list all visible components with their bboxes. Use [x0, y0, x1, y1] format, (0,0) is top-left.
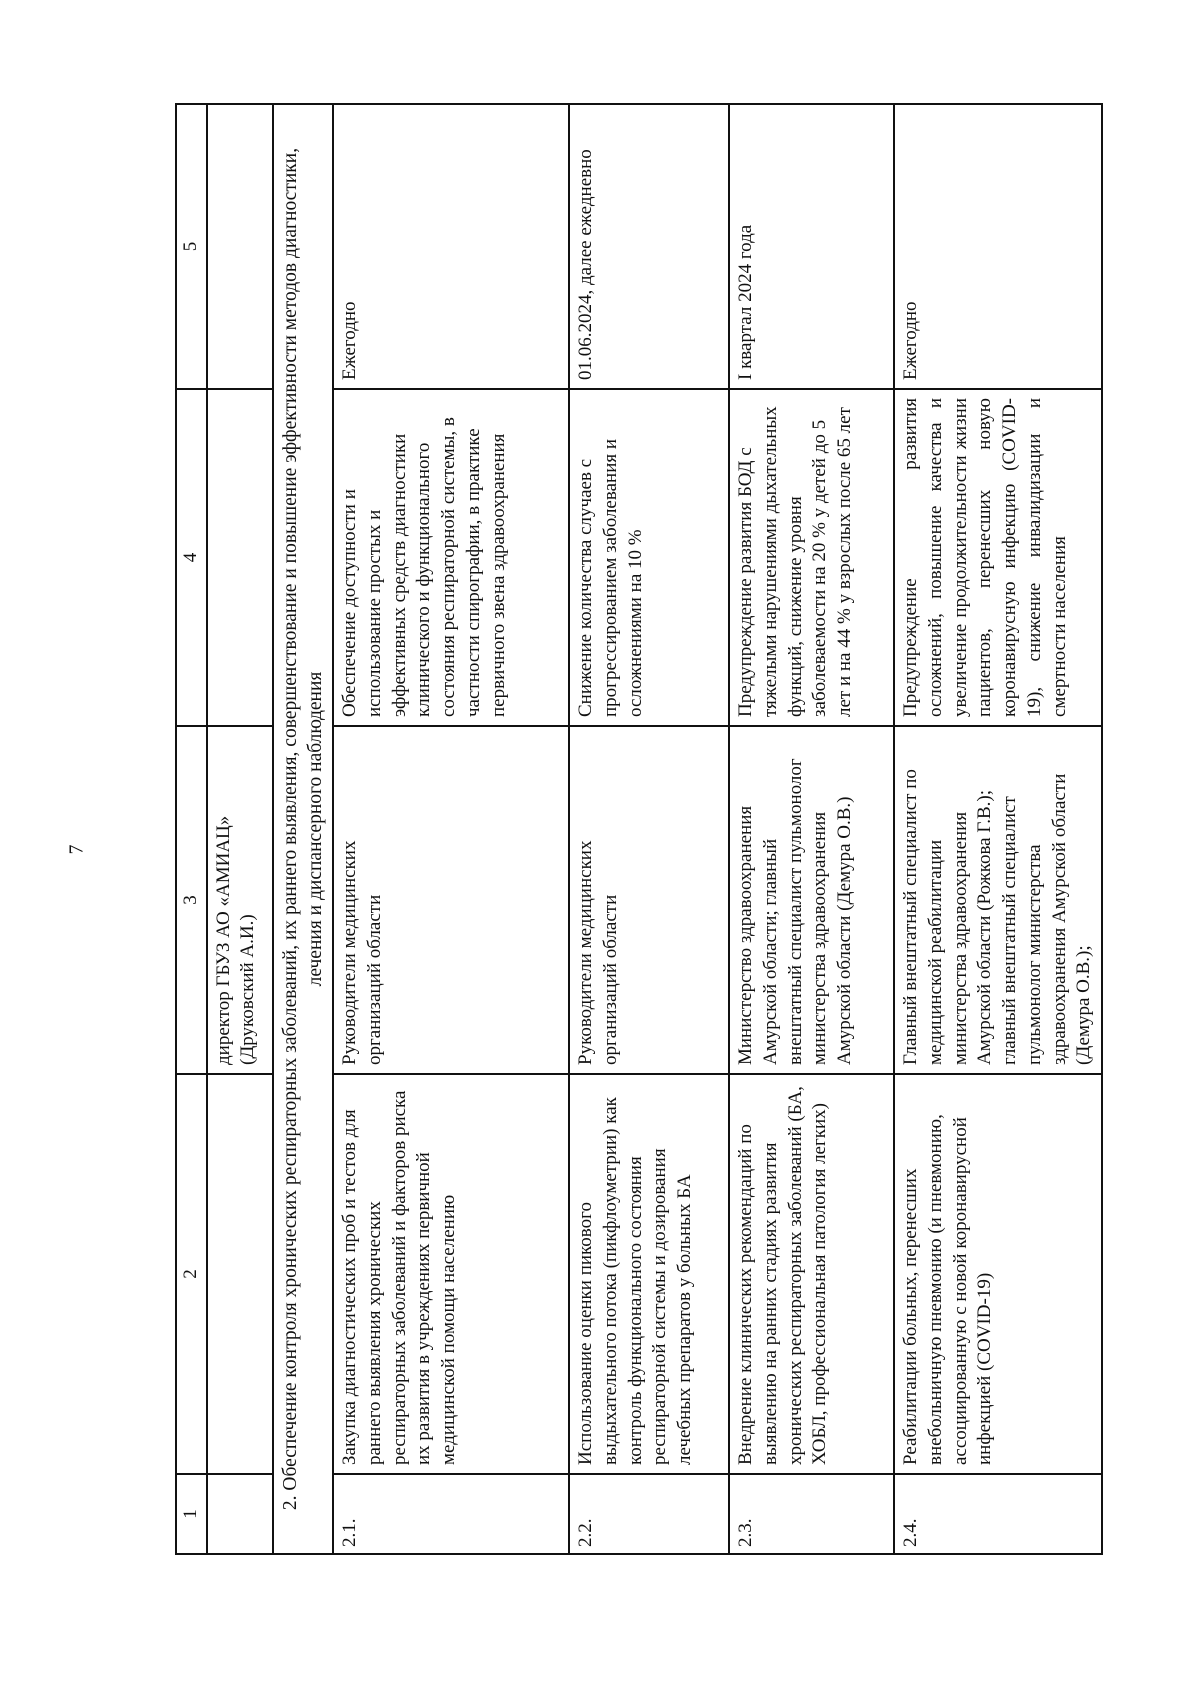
table-row	[569, 104, 729, 1554]
activity-cell: Использование оценки пикового выдыхательного потока (пикфлоуметрии) как контроль функционального состояния респираторной системы и дозирования лечебных препаратов у больных БА	[569, 1074, 729, 1474]
result-cell: Предупреждение развития БОД с тяжелыми нарушениями дыхательных функций, снижение уровня заболеваемости на 20 % у детей до 5 лет и на 44 % у взрослых после 65 лет	[729, 389, 894, 726]
responsible-cell: Главный внештатный специалист по медицинской реабилитации министерства здравоохранения Амурской области (Рожкова Г.В.); главный внештатный специалист пульмонолог министерства здравоохранения Амурской области (Демура О.В.);	[894, 726, 1102, 1074]
rotated-table-container	[175, 105, 1105, 1555]
section-row	[273, 104, 334, 1554]
plan-table	[175, 103, 1103, 1555]
deadline-cell: Ежегодно	[333, 104, 569, 389]
row-number: 2.2.	[569, 1474, 729, 1554]
header-row	[176, 104, 207, 1554]
activity-cell: Закупка диагностических проб и тестов для раннего выявления хронических респираторных заболеваний и факторов риска их развития в учреждениях первичной медицинской помощи населению	[333, 1074, 569, 1474]
continuation-row	[207, 104, 273, 1554]
responsible-cell: Министерство здравоохранения Амурской области; главный внештатный специалист пульмонолог министерства здравоохранения Амурской области (Демура О.В.)	[729, 726, 894, 1074]
activity-cell: Реабилитации больных, перенесших внебольничную пневмонию (и пневмонию, ассоциированную с новой коронавирусной инфекцией (COVID-19)	[894, 1074, 1102, 1474]
header-col-5: 5	[176, 104, 207, 389]
header-col-2: 2	[176, 1074, 207, 1474]
header-col-3: 3	[176, 726, 207, 1074]
header-col-1: 1	[176, 1474, 207, 1554]
row-number: 2.4.	[894, 1474, 1102, 1554]
deadline-cell: I квартал 2024 года	[729, 104, 894, 389]
row-number: 2.1.	[333, 1474, 569, 1554]
section-title: 2. Обеспечение контроля хронических респираторных заболеваний, их раннего выявления, совершенствование и повышение эффективности методов диагностики, лечения и диспансерного наблюдения	[273, 104, 334, 1554]
director-cell: директор ГБУЗ АО «АМИАЦ» (Друковский А.И.)	[207, 726, 273, 1074]
table-row	[894, 104, 1102, 1554]
result-cell: Обеспечение доступности и использование простых и эффективных средств диагностики клинического и функционального состояния респираторной системы, в частности спирографии, в практике первичного звена здравоохранения	[333, 389, 569, 726]
header-col-4: 4	[176, 389, 207, 726]
responsible-cell: Руководители медицинских организаций области	[333, 726, 569, 1074]
table-row	[729, 104, 894, 1554]
result-cell: Снижение количества случаев с прогрессированием заболевания и осложнениями на 10 %	[569, 389, 729, 726]
row-number: 2.3.	[729, 1474, 894, 1554]
deadline-cell: 01.06.2024, далее ежедневно	[569, 104, 729, 389]
deadline-cell: Ежегодно	[894, 104, 1102, 389]
result-cell: Предупреждение развития осложнений, повышение качества и увеличение продолжительности жизни пациентов, перенесших новую коронавирусную инфекцию (COVID-19), снижение инвалидизации и смертности населения	[894, 389, 1102, 726]
page-number: 7	[65, 844, 88, 855]
responsible-cell: Руководители медицинских организаций области	[569, 726, 729, 1074]
activity-cell: Внедрение клинических рекомендаций по выявлению на ранних стадиях развития хронических респираторных заболеваний (БА, ХОБЛ, профессиональная патология легких)	[729, 1074, 894, 1474]
table-row	[333, 104, 569, 1554]
